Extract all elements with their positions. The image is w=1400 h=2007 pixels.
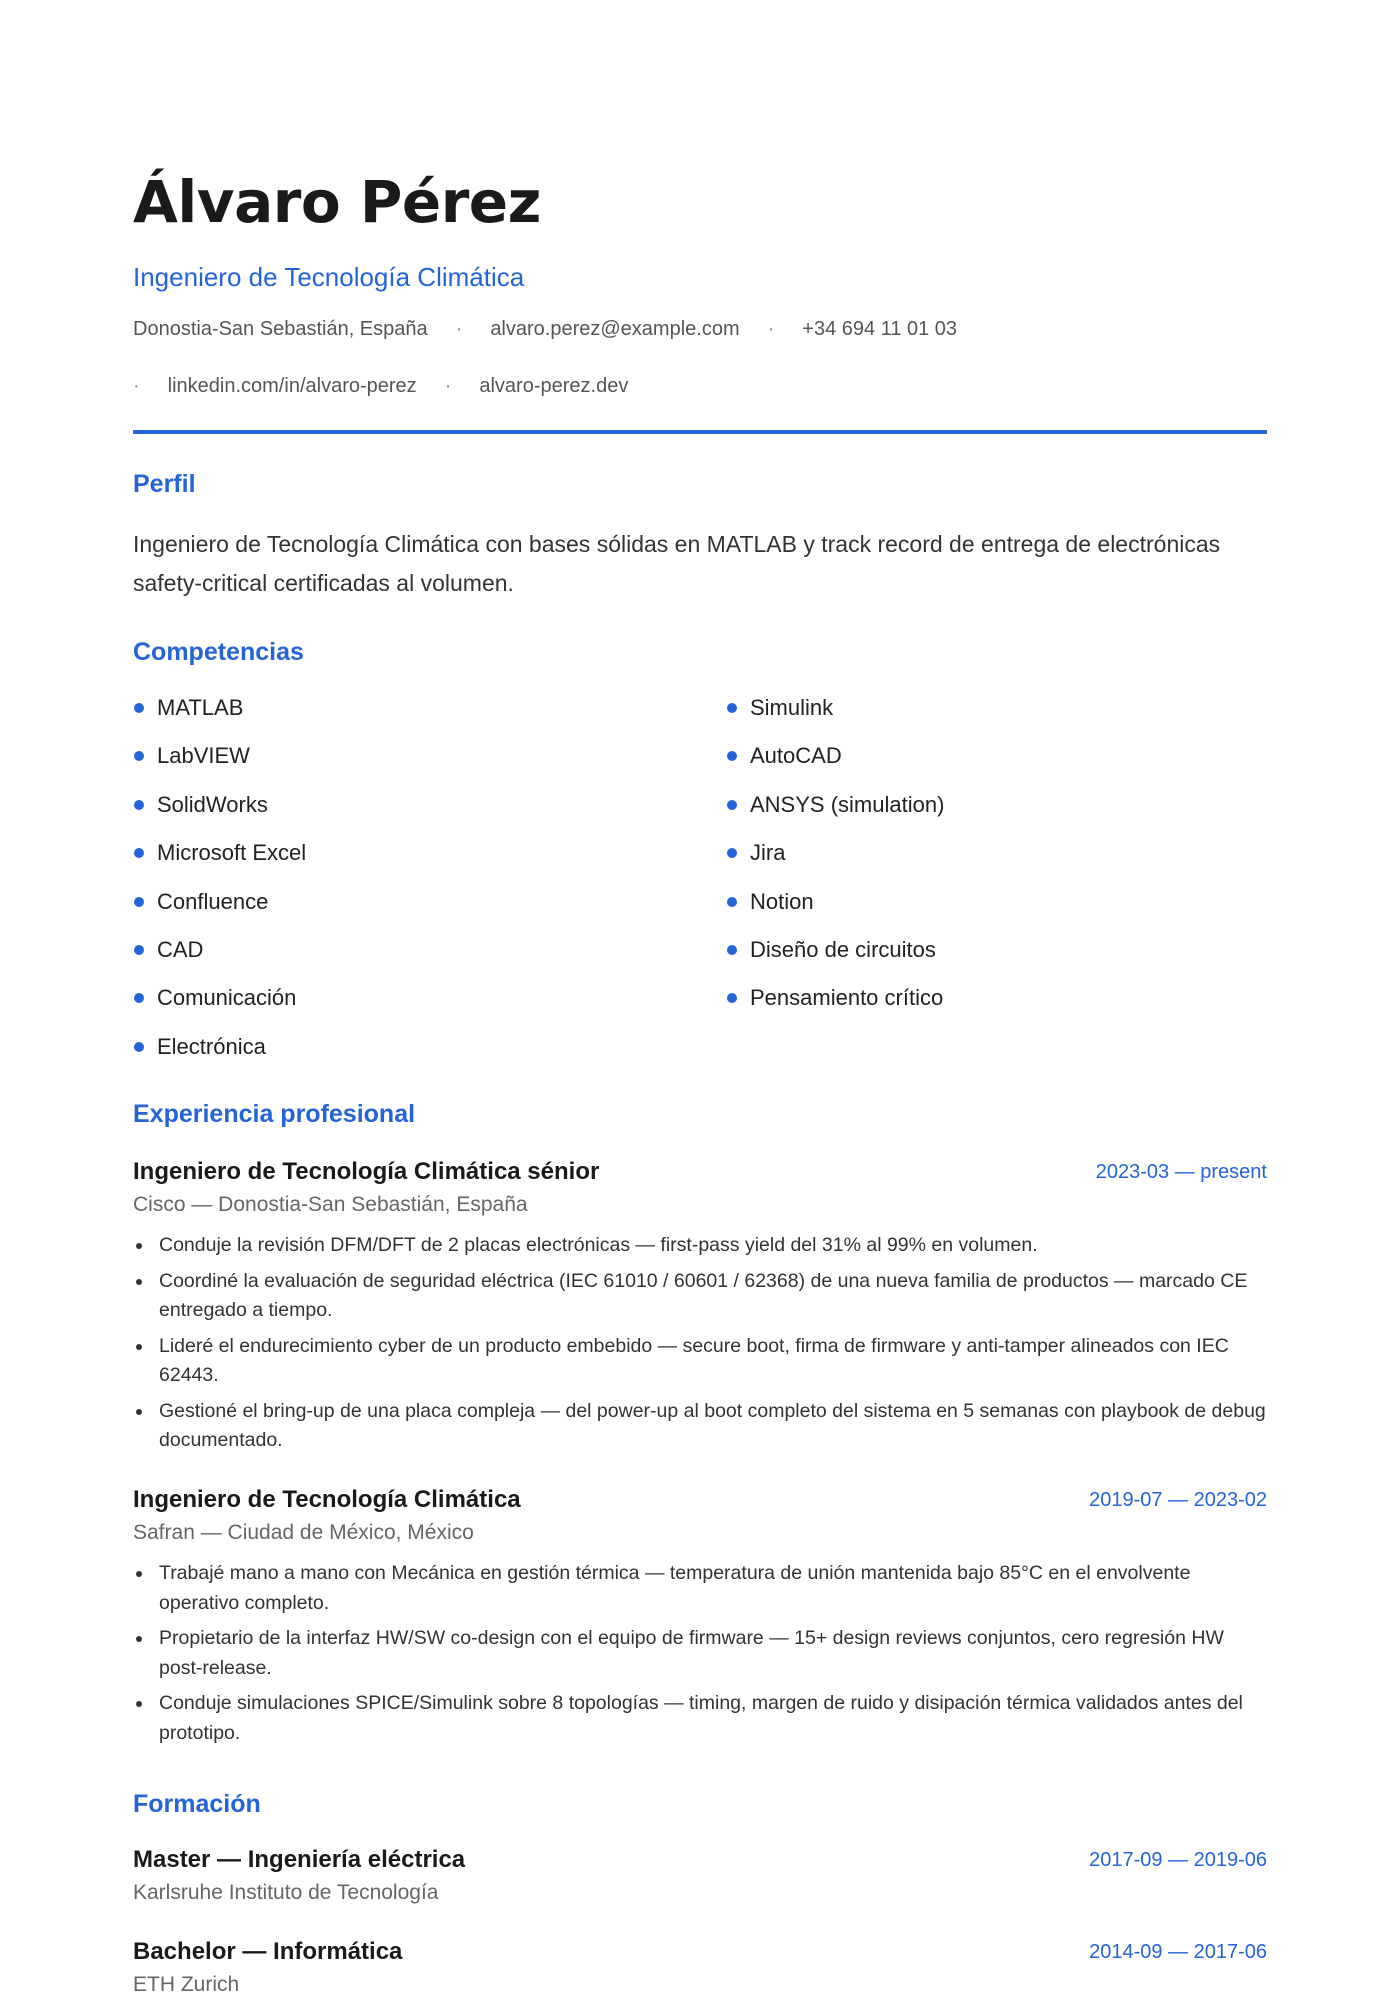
job-dates: 2023-03 — present <box>1095 1161 1267 1183</box>
bullet-dot <box>134 993 144 1003</box>
job-organization: Cisco — Donostia-San Sebastián, España <box>133 1193 528 1216</box>
job-role: Ingeniero de Tecnología Climática <box>133 1486 521 1513</box>
job-organization: Safran — Ciudad de México, México <box>133 1521 474 1544</box>
skill-item <box>133 693 306 741</box>
job-bullet <box>133 1624 1267 1683</box>
skill-item <box>133 935 306 983</box>
job-dates: 2019-07 — 2023-02 <box>1089 1489 1267 1511</box>
bullet-dot <box>134 751 144 761</box>
job-bullet <box>133 1267 1267 1326</box>
job-bullet-text: Conduje simulaciones SPICE/Simulink sobre 8 topologías — timing, margen de ruido y disipación térmica validados antes del prototipo. <box>159 1692 1243 1744</box>
bullet-dot <box>134 848 144 858</box>
job-bullet <box>133 1397 1267 1456</box>
job-header <box>133 1158 1267 1190</box>
job-header <box>133 1486 1267 1518</box>
skill-item <box>726 935 944 983</box>
skill-label: Comunicación <box>157 985 297 1011</box>
contact-phone[interactable]: +34 694 11 01 03 <box>802 318 958 340</box>
job-bullet-text: Propietario de la interfaz HW/SW co-design con el equipo de firmware — 15+ design reviews conjuntos, cero regresión HW post-release. <box>159 1627 1224 1679</box>
skill-item <box>726 741 944 789</box>
education-header <box>133 1846 1267 1878</box>
skill-label: CAD <box>157 936 204 962</box>
bullet-dot <box>134 1042 144 1052</box>
skill-label: Notion <box>750 888 814 914</box>
skill-label: Jira <box>750 840 786 866</box>
job-entry <box>133 1158 1267 1462</box>
education-entry <box>133 1846 1267 1915</box>
skill-item <box>133 741 306 789</box>
bullet-dot <box>134 800 144 810</box>
bullet-dot <box>727 800 737 810</box>
contact-line-primary <box>133 318 957 341</box>
bullet-dot <box>136 1344 142 1350</box>
bullet-dot <box>134 703 144 713</box>
candidate-name: Álvaro Pérez <box>133 168 541 236</box>
bullet-dot <box>134 897 144 907</box>
education-entry <box>133 1938 1267 1996</box>
job-entry <box>133 1486 1267 1754</box>
skill-label: Microsoft Excel <box>157 840 307 866</box>
contact-separator: · <box>133 375 140 397</box>
skill-label: Pensamiento crítico <box>750 985 944 1011</box>
job-bullet-text: Trabajé mano a mano con Mecánica en gestión térmica — temperatura de unión mantenida bajo 85°C en el envolvente operativo completo. <box>159 1562 1191 1614</box>
education-dates: 2014-09 — 2017-06 <box>1089 1941 1267 1963</box>
education-school: ETH Zurich <box>133 1973 240 1996</box>
profile-summary: Ingeniero de Tecnología Climática con bases sólidas en MATLAB y track record de entrega de electrónicas safety-critical certificadas al volumen. <box>133 531 1221 596</box>
job-bullet <box>133 1231 1267 1261</box>
bullet-dot <box>136 1243 142 1249</box>
skill-label: MATLAB <box>157 695 244 720</box>
section-heading-experience: Experiencia profesional <box>133 1100 416 1128</box>
job-bullet <box>133 1332 1267 1391</box>
job-bullet <box>133 1689 1267 1748</box>
education-school: Karlsruhe Instituto de Tecnología <box>133 1881 439 1904</box>
skill-item <box>726 790 944 838</box>
bullet-dot <box>727 703 737 713</box>
skill-label: SolidWorks <box>157 791 268 817</box>
contact-separator: · <box>767 318 775 340</box>
bullet-dot <box>136 1636 142 1642</box>
skill-label: ANSYS (simulation) <box>750 791 945 817</box>
education-degree: Master — Ingeniería eléctrica <box>133 1846 466 1873</box>
job-bullets <box>133 1231 1267 1456</box>
skill-label: AutoCAD <box>750 743 842 769</box>
skill-label: Simulink <box>750 695 834 720</box>
job-role: Ingeniero de Tecnología Climática sénior <box>133 1158 600 1185</box>
bullet-dot <box>727 945 737 955</box>
skills-column-left <box>133 693 306 1080</box>
skill-item <box>726 693 944 741</box>
skill-label: Diseño de circuitos <box>750 936 936 962</box>
candidate-title: Ingeniero de Tecnología Climática <box>133 262 525 292</box>
bullet-dot <box>727 993 737 1003</box>
job-bullet-text: Gestioné el bring-up de una placa compleja — del power-up al boot completo del sistema en 5 semanas con playbook de debug documentado. <box>159 1399 1266 1451</box>
skill-label: LabVIEW <box>157 743 250 769</box>
job-bullet-text: Conduje la revisión DFM/DFT de 2 placas electrónicas — first-pass yield del 31% al 99% en volumen. <box>159 1234 1038 1256</box>
education-degree: Bachelor — Informática <box>133 1938 403 1965</box>
section-heading-skills: Competencias <box>133 638 304 666</box>
contact-linkedin[interactable]: linkedin.com/in/alvaro-perez <box>167 375 417 397</box>
education-header <box>133 1938 1267 1970</box>
skill-item <box>133 838 306 886</box>
contact-email[interactable]: alvaro.perez@example.com <box>490 318 740 340</box>
skill-item <box>133 1032 306 1080</box>
bullet-dot <box>727 848 737 858</box>
job-bullet-text: Coordiné la evaluación de seguridad eléctrica (IEC 61010 / 60601 / 62368) de una nueva familia de productos — marcado CE entregado a tiempo. <box>159 1269 1248 1321</box>
education-dates: 2017-09 — 2019-06 <box>1089 1849 1267 1871</box>
skill-item <box>726 838 944 886</box>
job-bullet-text: Lideré el endurecimiento cyber de un producto embebido — secure boot, firma de firmware y anti-tamper alineados con IEC 62443. <box>159 1334 1229 1386</box>
skill-label: Electrónica <box>157 1033 266 1059</box>
skill-item <box>726 983 944 1031</box>
bullet-dot <box>136 1279 142 1285</box>
section-heading-profile: Perfil <box>133 470 196 498</box>
bullet-dot <box>727 751 737 761</box>
bullet-dot <box>134 945 144 955</box>
skill-label: Confluence <box>157 888 269 914</box>
contact-separator: · <box>444 375 452 397</box>
contact-website[interactable]: alvaro-perez.dev <box>479 375 629 397</box>
skill-item <box>133 983 306 1031</box>
contact-line-secondary <box>133 375 628 398</box>
job-bullets <box>133 1559 1267 1748</box>
bullet-dot <box>727 897 737 907</box>
skill-item <box>133 887 306 935</box>
bullet-dot <box>136 1571 142 1577</box>
contact-separator: · <box>455 318 463 340</box>
skill-item <box>726 887 944 935</box>
header-divider <box>133 430 1267 434</box>
bullet-dot <box>136 1409 142 1415</box>
skill-item <box>133 790 306 838</box>
bullet-dot <box>136 1701 142 1707</box>
contact-location: Donostia-San Sebastián, España <box>133 318 428 340</box>
skills-column-right <box>726 693 944 1032</box>
job-bullet <box>133 1559 1267 1618</box>
section-heading-education: Formación <box>133 1790 261 1818</box>
